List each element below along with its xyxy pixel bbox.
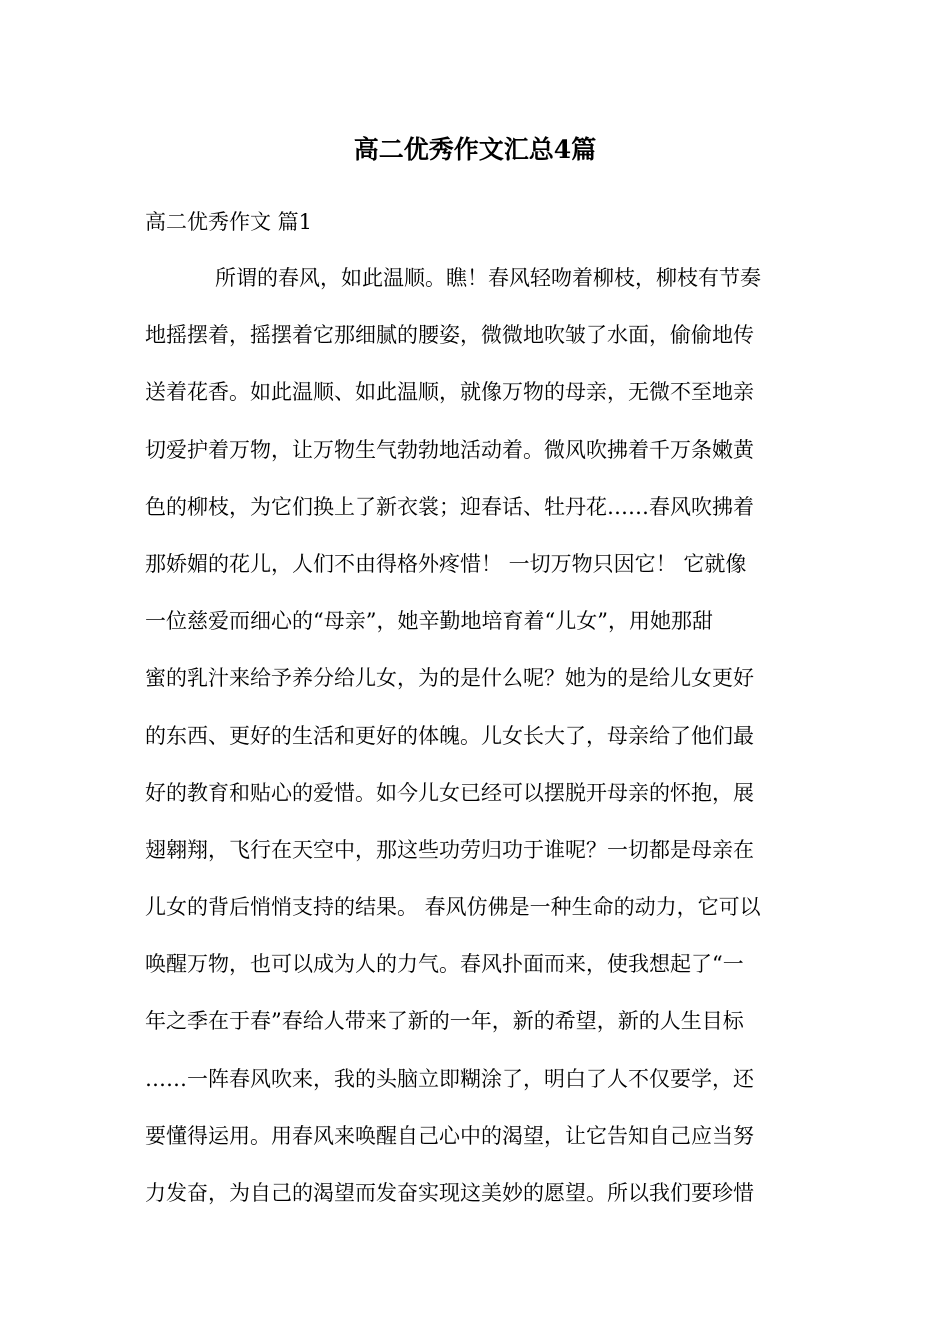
essay-body (145, 256, 810, 1228)
text-line: 要懂得运用。用春风来唤醒自己心中的渴望，让它告知自己应当努 (145, 1123, 754, 1148)
text-line: 好的教育和贴心的爱惜。如今儿女已经可以摆脱开母亲的怀抱，展 (145, 780, 754, 805)
text-line: 的东西、更好的生活和更好的体魄。儿女长大了，母亲给了他们最 (145, 723, 754, 748)
text-line: 所谓的春风，如此温顺。瞧！春风轻吻着柳枝，柳枝有节奏 (215, 266, 761, 290)
section-heading: 高二优秀作文 篇1 (145, 210, 313, 234)
text-line: 唤醒万物，也可以成为人的力气。春风扑面而来，使我想起了“一 (145, 952, 744, 977)
text-line: 切爱护着万物，让万物生气勃勃地活动着。微风吹拂着千万条嫩黄 (145, 437, 754, 462)
text-line: 年之季在于春”春给人带来了新的一年，新的希望，新的人生目标 (145, 1009, 744, 1034)
text-line: 蜜的乳汁来给予养分给儿女，为的是什么呢？她为的是给儿女更好 (145, 666, 754, 691)
text-line: ……一阵春风吹来，我的头脑立即糊涂了，明白了人不仅要学，还 (145, 1066, 754, 1091)
text-line: 翅翱翔，飞行在天空中，那这些功劳归功于谁呢？一切都是母亲在 (145, 837, 754, 862)
text-line: 一位慈爱而细心的“母亲”，她辛勤地培育着“儿女”，用她那甜 (145, 609, 713, 634)
text-line: 送着花香。如此温顺、如此温顺，就像万物的母亲，无微不至地亲 (145, 380, 754, 405)
text-line: 色的柳枝，为它们换上了新衣裳；迎春话、牡丹花……春风吹拂着 (145, 494, 754, 519)
document-title: 高二优秀作文汇总4篇 (353, 135, 597, 164)
text-line: 力发奋，为自己的渴望而发奋实现这美妙的愿望。所以我们要珍惜 (145, 1181, 754, 1205)
text-line: 儿女的背后悄悄支持的结果。 春风仿佛是一种生命的动力，它可以 (145, 895, 761, 920)
text-line: 地摇摆着，摇摆着它那细腻的腰姿，微微地吹皱了水面，偷偷地传 (145, 323, 754, 348)
text-line: 那娇媚的花儿，人们不由得格外疼惜！ 一切万物只因它！ 它就像 (145, 551, 747, 576)
